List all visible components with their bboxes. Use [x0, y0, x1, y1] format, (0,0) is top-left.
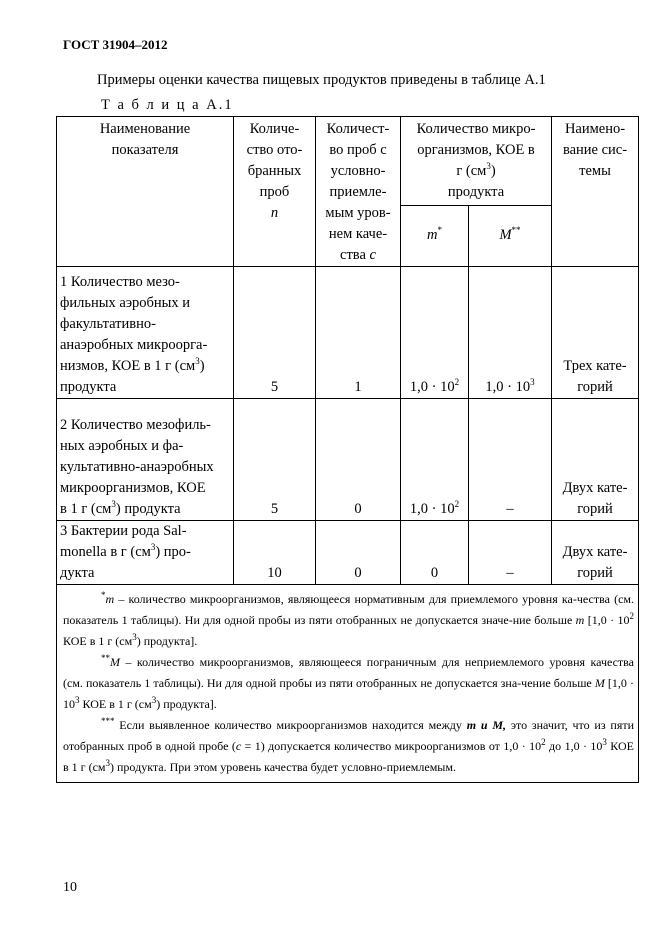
- row2-M: –: [469, 399, 552, 521]
- row2-m: $1,0 \cdot 10^2$: [401, 399, 469, 521]
- row1-system: Трех кате- горий: [552, 267, 639, 399]
- quality-table: [56, 116, 639, 783]
- row2-c: 0: [316, 399, 401, 521]
- row1-m: $1,0 \cdot 10^2$: [401, 267, 469, 399]
- header-conditional-count: Количест- во проб с условно- приемле- мым уров- нем каче- ства c: [316, 117, 401, 267]
- table-caption: Т а б л и ц а А.1: [101, 97, 234, 113]
- header-microorganisms: Количество микро- организмов, КОЕ в г $(см^3)$ продукта: [401, 117, 552, 206]
- row3-indicator: 3 Бактерии рода Sal- monella в г $(см^3)$ про- дукта: [57, 521, 234, 585]
- table-row: [57, 521, 639, 585]
- intro-text: Примеры оценки качества пищевых продуктов приведены в таблице А.1: [97, 72, 546, 88]
- table-notes: [57, 585, 639, 783]
- header-system-name: Наимено- вание сис- темы: [552, 117, 639, 267]
- row2-n: 5: [234, 399, 316, 521]
- row3-system: Двух кате- горий: [552, 521, 639, 585]
- header-indicator: Наименование показателя: [57, 117, 234, 267]
- header-M-limit: M**: [469, 205, 552, 266]
- row1-indicator: 1 Количество мезо- фильных аэробных и факультативно- анаэробных микроорга- низмов, КОЕ в 1 г $(см^3)$ продукта: [57, 267, 234, 399]
- row3-m: 0: [401, 521, 469, 585]
- note-2: **M – количество микроорганизмов, являющееся пограничным для неприемлемого уровня качества (см. показатель 1 таблицы). Ни для одной пробы из пяти отобранных не допускается зна-чение больше M [$1,0 \cdot 10^3$ КОЕ в 1 г $(см^3)$ продукта].: [63, 653, 635, 711]
- row3-n: 10: [234, 521, 316, 585]
- header-m-limit: m*: [401, 205, 469, 266]
- document-standard-header: ГОСТ 31904–2012: [63, 37, 168, 52]
- row1-n: 5: [234, 267, 316, 399]
- row1-M: $1,0 \cdot 10^3$: [469, 267, 552, 399]
- row3-M: –: [469, 521, 552, 585]
- page-number: 10: [63, 880, 77, 895]
- row2-indicator: 2 Количество мезофиль- ных аэробных и фа- культативно-анаэробных микроорганизмов, КОЕ в 1 г $(см^3)$ продукта: [57, 399, 234, 521]
- note-1: *m – количество микроорганизмов, являющееся нормативным для приемлемого уровня ка-чества (см. показатель 1 таблицы). Ни для одной пробы из пяти отобранных не допускается значе-ние больше m [$1,0 \cdot 10^2$ КОЕ в 1 г $(см^3)$ продукта].: [63, 590, 635, 648]
- row3-c: 0: [316, 521, 401, 585]
- header-sample-count: Количе- ство ото- бранных проб n: [234, 117, 316, 267]
- note-3: *** Если выявленное количество микроорганизмов находится между m и M, это значит, что из пяти отобранных проб в одной пробе (c = 1) допускается количество микроорганизмов от $1,0 \cdot 10^2$ до $1,0 \cdot 10^3$ КОЕ в 1 г $(см^3)$ продукта. При этом уровень качества будет условно-приемлемым.: [63, 716, 635, 774]
- row2-system: Двух кате- горий: [552, 399, 639, 521]
- row1-c: 1: [316, 267, 401, 399]
- table-row: [57, 267, 639, 399]
- table-row: [57, 399, 639, 521]
